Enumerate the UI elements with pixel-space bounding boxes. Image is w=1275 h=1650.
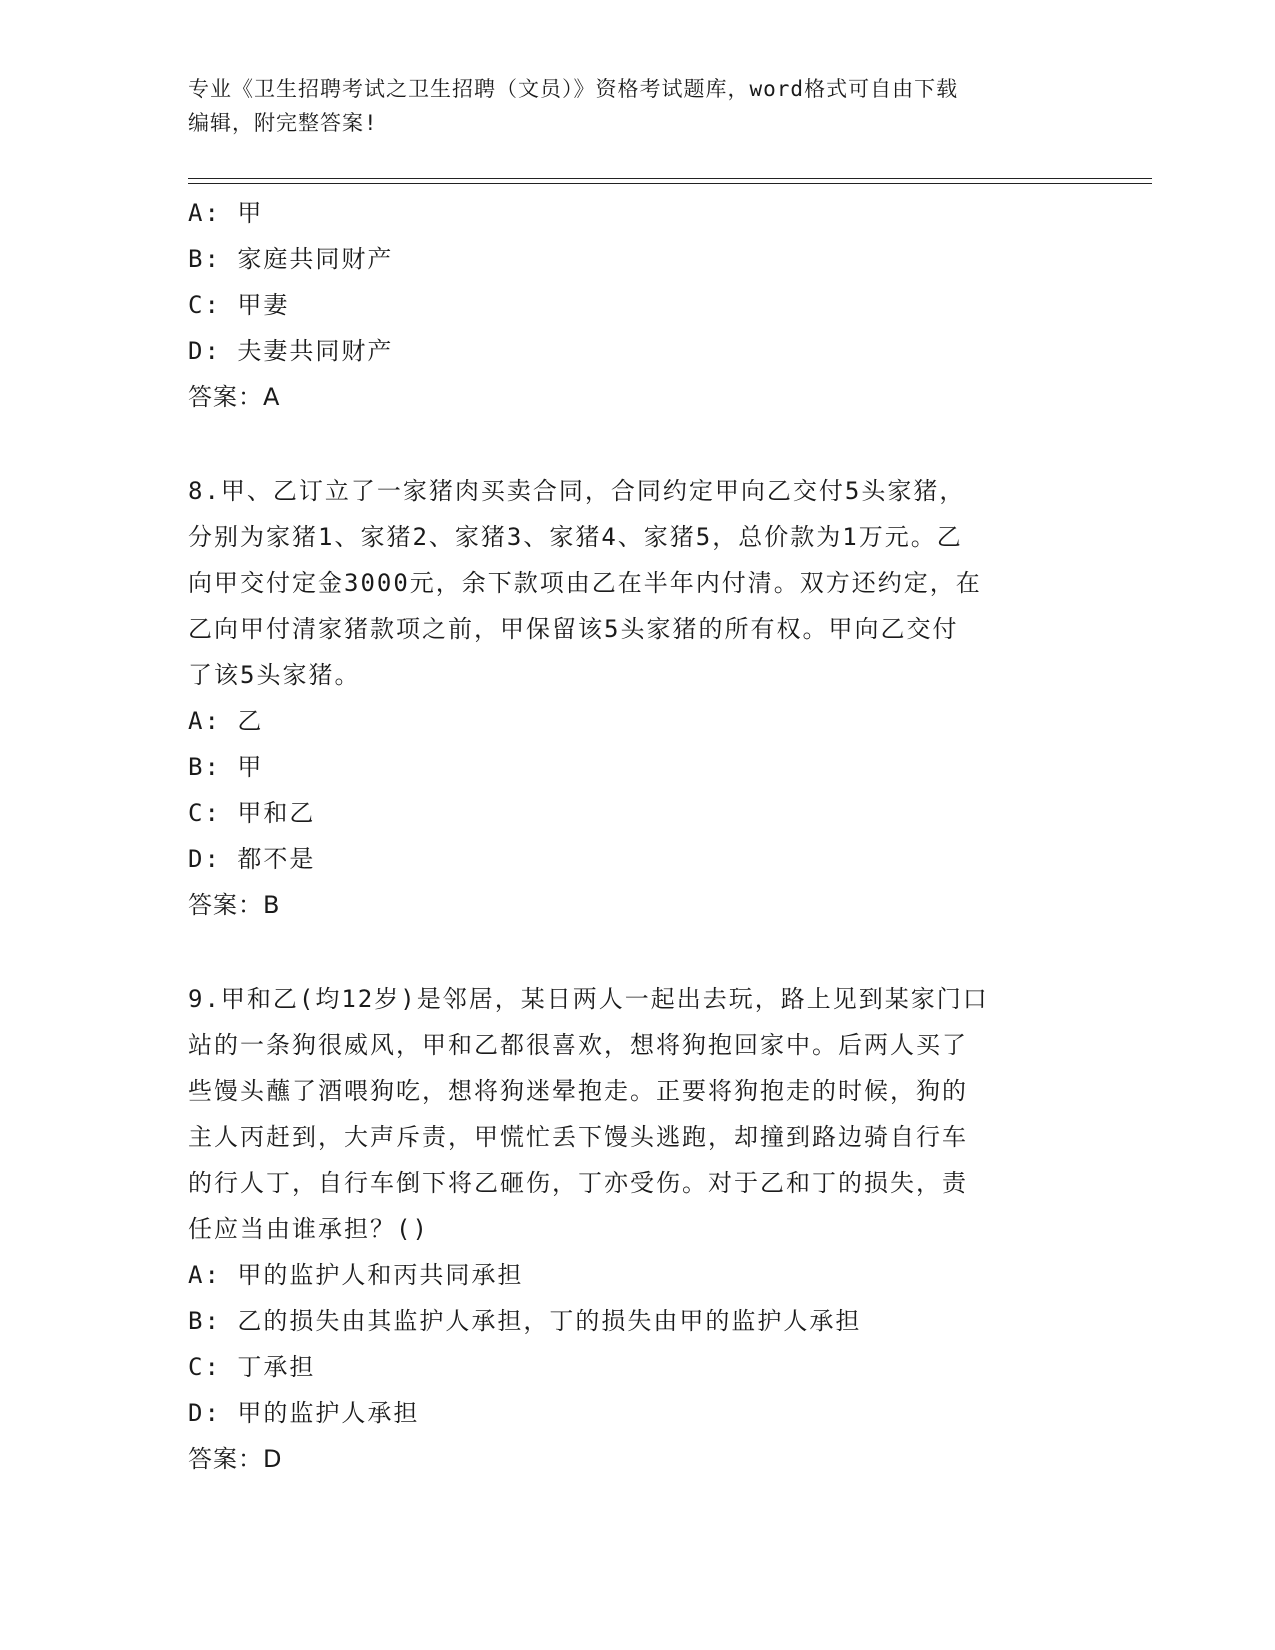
q9-option-d: D: 甲的监护人承担 <box>188 1399 420 1427</box>
document-header <box>188 72 1088 140</box>
q8-stem-line: 8.甲、乙订立了一家猪肉买卖合同，合同约定甲向乙交付5头家猪， <box>188 477 966 505</box>
q9-stem-line: 9.甲和乙(均12岁)是邻居，某日两人一起出去玩，路上见到某家门口 <box>188 985 989 1013</box>
q8-stem-line: 分别为家猪1、家猪2、家猪3、家猪4、家猪5，总价款为1万元。乙 <box>188 523 963 551</box>
q9-stem-line: 任应当由谁承担？() <box>188 1215 429 1243</box>
q9-answer: 答案：D <box>188 1445 283 1473</box>
q9-stem-line: 主人丙赶到，大声斥责，甲慌忙丢下馒头逃跑，却撞到路边骑自行车 <box>188 1123 968 1151</box>
q8-option-d: D: 都不是 <box>188 845 316 873</box>
q8-answer: 答案：B <box>188 891 281 919</box>
q9-stem-line: 站的一条狗很威风，甲和乙都很喜欢，想将狗抱回家中。后两人买了 <box>188 1031 968 1059</box>
q8-option-a: A: 乙 <box>188 707 264 735</box>
question-9-block <box>188 976 1088 1482</box>
q9-stem-line: 的行人丁，自行车倒下将乙砸伤，丁亦受伤。对于乙和丁的损失，责 <box>188 1169 968 1197</box>
q9-stem-line: 些馒头蘸了酒喂狗吃，想将狗迷晕抱走。正要将狗抱走的时候，狗的 <box>188 1077 968 1105</box>
q7-option-c: C: 甲妻 <box>188 291 290 319</box>
q8-option-c: C: 甲和乙 <box>188 799 316 827</box>
q9-option-a: A: 甲的监护人和丙共同承担 <box>188 1261 524 1289</box>
document-body <box>188 190 1088 1482</box>
spacer <box>188 420 1088 468</box>
header-title-line-2: 编辑，附完整答案! <box>188 111 378 135</box>
spacer <box>188 928 1088 976</box>
q8-stem-line: 向甲交付定金3000元，余下款项由乙在半年内付清。双方还约定，在 <box>188 569 982 597</box>
q8-option-b: B: 甲 <box>188 753 264 781</box>
question-8-block <box>188 468 1088 928</box>
q7-answer: 答案：A <box>188 383 281 411</box>
q7-option-d: D: 夫妻共同财产 <box>188 337 394 365</box>
q7-option-a: A: 甲 <box>188 199 264 227</box>
q7-option-b: B: 家庭共同财产 <box>188 245 394 273</box>
question-7-block <box>188 190 1088 420</box>
q8-stem-line: 乙向甲付清家猪款项之前，甲保留该5头家猪的所有权。甲向乙交付 <box>188 615 959 643</box>
q9-option-c: C: 丁承担 <box>188 1353 316 1381</box>
header-divider-top <box>188 178 1152 179</box>
header-divider-bottom <box>188 183 1152 184</box>
q8-stem-line: 了该5头家猪。 <box>188 661 361 689</box>
header-title-line-1: 专业《卫生招聘考试之卫生招聘（文员）》资格考试题库，word格式可自由下载 <box>188 77 959 101</box>
q9-option-b: B: 乙的损失由其监护人承担，丁的损失由甲的监护人承担 <box>188 1307 862 1335</box>
